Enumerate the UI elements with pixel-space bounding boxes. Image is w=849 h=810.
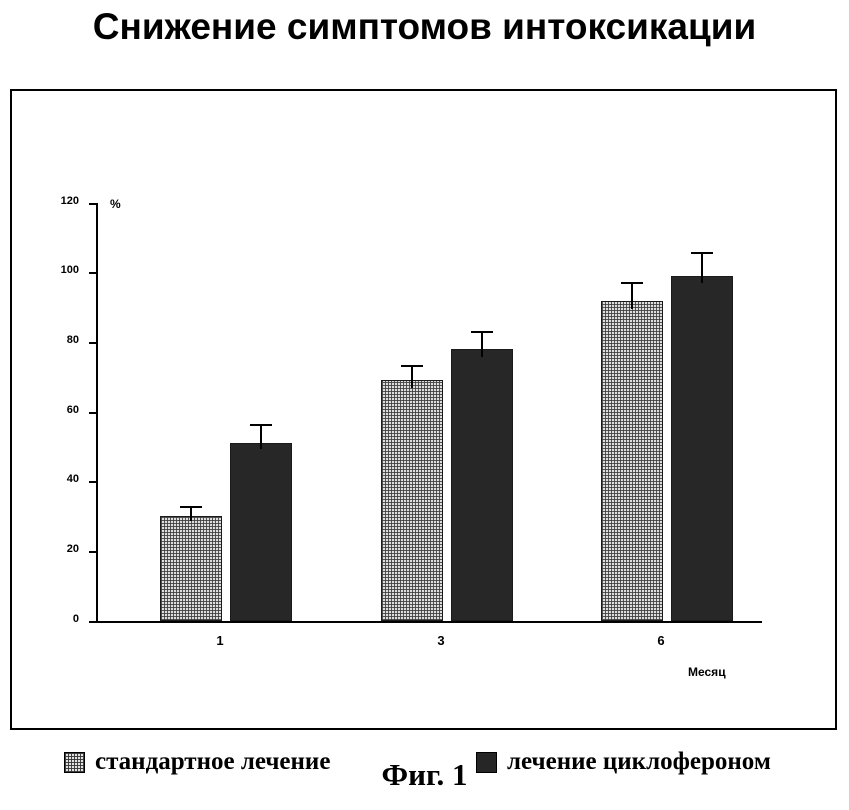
plot-area <box>60 195 762 679</box>
errorbar-standard-month-6 <box>631 283 633 309</box>
y-tick-0 <box>72 613 96 625</box>
y-axis-line <box>96 203 98 623</box>
bar-group-1 <box>160 203 300 621</box>
y-tick-label-80: 80 <box>66 334 79 346</box>
bar-group-6 <box>601 203 741 621</box>
x-tick-label-1: 1 <box>216 633 224 648</box>
errorbar-standard-month-1 <box>190 507 192 521</box>
bar-standard-month-3 <box>381 380 443 621</box>
y-axis-unit-label: % <box>110 197 121 211</box>
y-tick-label-120: 120 <box>60 195 79 207</box>
bar-cyclo-month-6 <box>671 276 733 621</box>
x-tick-label-3: 3 <box>437 633 445 648</box>
x-tick-label-6: 6 <box>657 633 665 648</box>
bar-group-3 <box>381 203 521 621</box>
figure-caption: Фиг. 1 <box>381 757 468 792</box>
page-title: Снижение симптомов интоксикации <box>92 6 757 47</box>
y-tick-120 <box>60 195 96 207</box>
errorbar-cap-cyclo-month-6 <box>691 252 713 254</box>
bar-cyclo-month-1 <box>230 443 292 621</box>
errorbar-cyclo-month-3 <box>481 332 483 357</box>
bar-cyclo-month-3 <box>451 349 513 621</box>
y-tick-80 <box>66 334 96 346</box>
y-tick-20 <box>66 543 96 555</box>
y-tick-label-20: 20 <box>66 543 79 555</box>
y-tick-label-100: 100 <box>60 264 79 276</box>
errorbar-cyclo-month-6 <box>701 253 703 283</box>
errorbar-cap-standard-month-6 <box>621 282 643 284</box>
x-axis-line <box>96 621 762 623</box>
legend-label-cyclo: лечение циклофероном <box>507 748 771 775</box>
errorbar-cap-cyclo-month-1 <box>250 424 272 426</box>
legend-label-standard: стандартное лечение <box>95 748 331 775</box>
y-tick-60 <box>66 404 96 416</box>
bar-standard-month-1 <box>160 516 222 621</box>
errorbar-standard-month-3 <box>411 366 413 388</box>
errorbar-cap-standard-month-3 <box>401 365 423 367</box>
errorbar-cyclo-month-1 <box>260 425 262 449</box>
x-axis-title: Месяц <box>688 665 726 679</box>
y-tick-label-0: 0 <box>72 613 79 625</box>
y-tick-label-60: 60 <box>66 404 79 416</box>
bar-standard-month-6 <box>601 301 663 621</box>
y-tick-label-40: 40 <box>66 473 79 485</box>
errorbar-cap-cyclo-month-3 <box>471 331 493 333</box>
errorbar-cap-standard-month-1 <box>180 506 202 508</box>
y-tick-40 <box>66 473 96 485</box>
y-tick-100 <box>60 264 96 276</box>
